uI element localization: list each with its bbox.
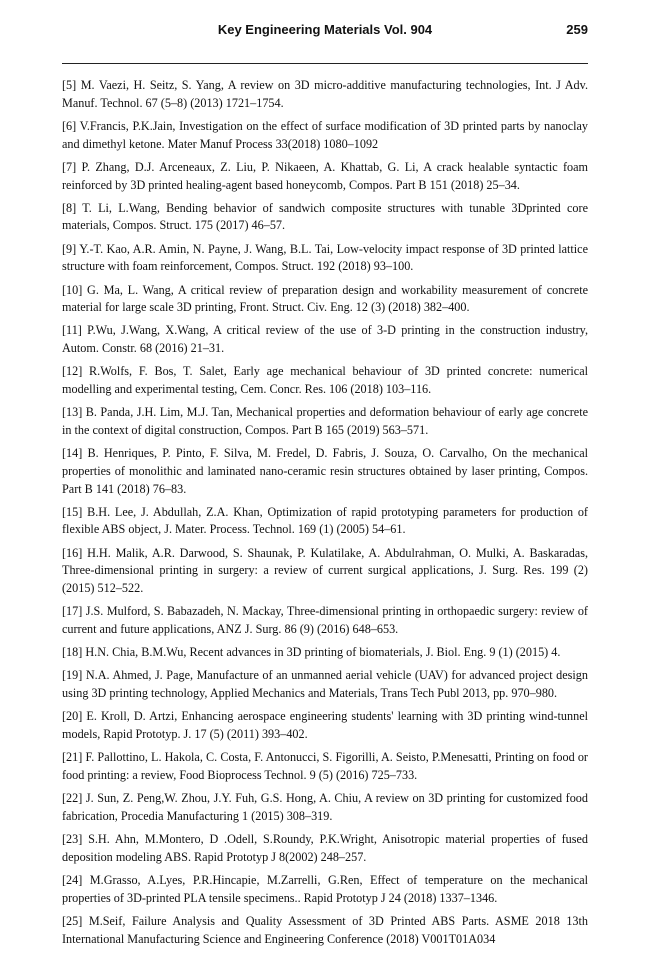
- reference-item: [23] S.H. Ahn, M.Montero, D .Odell, S.Roundy, P.K.Wright, Anisotropic material properties of fused deposition modeling ABS. Rapid Prototyp J 8(2002) 248–257.: [62, 832, 588, 864]
- header-divider: [62, 63, 588, 64]
- reference-item: [10] G. Ma, L. Wang, A critical review of preparation design and workability measurement of concrete material for large scale 3D printing, Front. Struct. Civ. Eng. 12 (3) (2018) 382–400.: [62, 282, 588, 315]
- journal-title: Key Engineering Materials Vol. 904: [217, 22, 433, 37]
- reference-item: [11] P.Wu, J.Wang, X.Wang, A critical review of the use of 3-D printing in the construction industry, Autom. Constr. 68 (2016) 21–31.: [62, 323, 588, 356]
- reference-list: [62, 77, 588, 954]
- reference-item: [5] M. Vaezi, H. Seitz, S. Yang, A review on 3D micro-additive manufacturing technologies, Int. J Adv. Manuf. Technol. 67 (5–8) (2013) 1721–1754.: [62, 78, 588, 110]
- reference-item: [19] N.A. Ahmed, J. Page, Manufacture of an unmanned aerial vehicle (UAV) for advanced project design using 3D printing technology, Applied Mechanics and Materials, Trans Tech Publ 2013, pp. 970–980.: [62, 668, 588, 701]
- reference-item: [13] B. Panda, J.H. Lim, M.J. Tan, Mechanical properties and deformation behaviour of early age concrete in the context of digital construction, Compos. Part B 165 (2019) 563–571.: [62, 405, 588, 437]
- reference-item: [12] R.Wolfs, F. Bos, T. Salet, Early age mechanical behaviour of 3D printed concrete: numerical modelling and experimental testing, Cem. Concr. Res. 106 (2018) 103–116.: [62, 364, 588, 397]
- reference-item: [6] V.Francis, P.K.Jain, Investigation on the effect of surface modification of 3D printed parts by nanoclay and dimethyl ketone. Mater Manuf Process 33(2018) 1080–1092: [62, 118, 588, 151]
- reference-item: [15] B.H. Lee, J. Abdullah, Z.A. Khan, Optimization of rapid prototyping parameters for production of flexible ABS object, J. Mater. Process. Technol. 169 (1) (2005) 54–61.: [62, 504, 588, 537]
- reference-item: [20] E. Kroll, D. Artzi, Enhancing aerospace engineering students' learning with 3D printing wind-tunnel models, Rapid Prototyp. J. 17 (5) (2011) 393–402.: [62, 709, 588, 741]
- running-header: [62, 22, 588, 44]
- reference-item: [25] M.Seif, Failure Analysis and Quality Assessment of 3D Printed ABS Parts. ASME 2018 13th International Manufacturing Science and Engineering Conference (2018) V001T01A034: [62, 913, 588, 946]
- reference-item: [7] P. Zhang, D.J. Arceneaux, Z. Liu, P. Nikaeen, A. Khattab, G. Li, A crack healable syntactic foam reinforced by 3D printed healing-agent based honeycomb, Compos. Part B 151 (2018) 25–34.: [62, 159, 588, 192]
- reference-item: [21] F. Pallottino, L. Hakola, C. Costa, F. Antonucci, S. Figorilli, A. Seisto, P.Menesatti, Printing on food or food printing: a review, Food Bioprocess Technol. 9 (5) (2016) 725–733.: [62, 750, 588, 782]
- reference-item: [17] J.S. Mulford, S. Babazadeh, N. Mackay, Three-dimensional printing in orthopaedic surgery: review of current and future applications, ANZ J. Surg. 86 (9) (2016) 648–653.: [62, 604, 588, 636]
- reference-item: [22] J. Sun, Z. Peng,W. Zhou, J.Y. Fuh, G.S. Hong, A. Chiu, A review on 3D printing for customized food fabrication, Procedia Manufacturing 1 (2015) 308–319.: [62, 791, 588, 823]
- reference-item: [8] T. Li, L.Wang, Bending behavior of sandwich composite structures with tunable 3Dprinted core materials, Compos. Struct. 175 (2017) 46–57.: [62, 200, 588, 233]
- reference-item: [16] H.H. Malik, A.R. Darwood, S. Shaunak, P. Kulatilake, A. Abdulrahman, O. Mulki, A. Baskaradas, Three-dimensional printing in surgery: a review of current surgical applications, J. Surg. Res. 199 (2) (2015) 512–522.: [62, 545, 588, 596]
- page-number: 259: [566, 22, 588, 37]
- reference-item: [14] B. Henriques, P. Pinto, F. Silva, M. Fredel, D. Fabris, J. Souza, O. Carvalho, On the mechanical properties of monolithic and laminated nano-ceramic resin structures obtained by laser printing, Compos. Part B 141 (2018) 76–83.: [62, 446, 588, 496]
- reference-item: [9] Y.-T. Kao, A.R. Amin, N. Payne, J. Wang, B.L. Tai, Low-velocity impact response of 3D printed lattice structure with foam reinforcement, Compos. Struct. 192 (2018) 93–100.: [62, 241, 588, 274]
- reference-item: [24] M.Grasso, A.Lyes, P.R.Hincapie, M.Zarrelli, G.Ren, Effect of temperature on the mechanical properties of 3D-printed PLA tensile specimens.. Rapid Prototyp J 24 (2018) 1337–1346.: [62, 872, 588, 905]
- reference-item: [18] H.N. Chia, B.M.Wu, Recent advances in 3D printing of biomaterials, J. Biol. Eng. 9 (1) (2015) 4.: [62, 645, 561, 660]
